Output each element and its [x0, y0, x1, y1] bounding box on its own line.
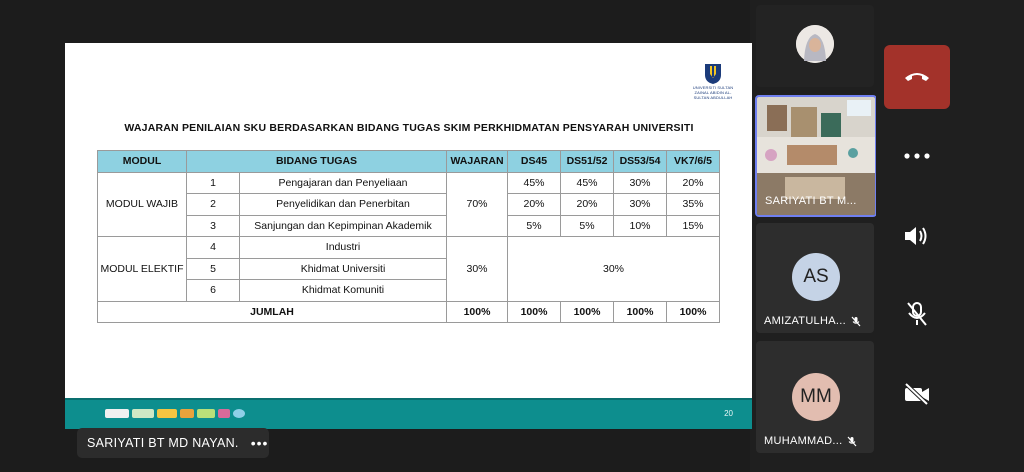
table-row — [98, 194, 720, 216]
slide-footer — [65, 400, 753, 429]
partner-logo — [218, 409, 230, 418]
user-photo — [796, 25, 834, 63]
table-row — [98, 172, 720, 194]
header-ds5354: DS53/54 — [614, 151, 667, 173]
row-number: 4 — [187, 237, 240, 259]
total-ds5354: 100% — [614, 301, 667, 323]
total-ds45: 100% — [508, 301, 561, 323]
task-cell: Khidmat Universiti — [240, 258, 447, 280]
speaker-button[interactable] — [884, 214, 950, 258]
participant-avatar: AS — [792, 253, 840, 301]
elektif-weight-cell: 30% — [447, 237, 508, 302]
task-cell: Pengajaran dan Penyeliaan — [240, 172, 447, 194]
partner-logo — [105, 409, 129, 418]
slide-page-number: 20 — [724, 409, 733, 418]
more-options-button[interactable] — [884, 134, 950, 178]
header-ds45: DS45 — [508, 151, 561, 173]
call-controls — [876, 0, 1024, 472]
ds5152-cell: 20% — [561, 194, 614, 216]
muted-mic-icon — [851, 316, 861, 327]
module-wajib-cell: MODUL WAJIB — [98, 172, 187, 237]
header-wajaran: WAJARAN — [447, 151, 508, 173]
vk-cell: 15% — [667, 215, 720, 237]
hijab-avatar-icon — [796, 25, 834, 63]
participant-avatar: MM — [792, 373, 840, 421]
weightage-table — [97, 150, 720, 323]
table-row — [98, 215, 720, 237]
total-label: JUMLAH — [98, 301, 447, 323]
camera-button[interactable] — [884, 372, 950, 416]
mic-off-icon — [905, 301, 929, 327]
partner-logo — [180, 409, 194, 418]
ds45-cell: 5% — [508, 215, 561, 237]
participant-name: MUHAMMAD... — [764, 435, 843, 447]
university-crest-icon — [703, 63, 723, 85]
partner-logo — [132, 409, 154, 418]
presentation-slide — [65, 43, 753, 429]
header-bidang-tugas: BIDANG TUGAS — [187, 151, 447, 173]
muted-mic-icon — [847, 436, 857, 447]
ds5354-cell: 30% — [614, 194, 667, 216]
total-wajaran: 100% — [447, 301, 508, 323]
wajib-weight-cell: 70% — [447, 172, 508, 237]
leave-call-button[interactable] — [884, 45, 950, 109]
total-vk: 100% — [667, 301, 720, 323]
ds5152-cell: 45% — [561, 172, 614, 194]
participant-tile-sariyati[interactable] — [755, 95, 877, 217]
presenter-name: SARIYATI BT MD NAYAN. — [87, 436, 239, 450]
total-row — [98, 301, 720, 323]
table-header-row — [98, 151, 720, 173]
participant-tile-muhammad[interactable] — [756, 341, 874, 453]
self-tile[interactable] — [756, 5, 874, 87]
header-vk: VK7/6/5 — [667, 151, 720, 173]
footer-partner-logos — [105, 409, 245, 418]
ds5354-cell: 30% — [614, 172, 667, 194]
task-cell: Khidmat Komuniti — [240, 280, 447, 302]
speaker-icon — [903, 225, 931, 247]
partner-logo — [197, 409, 215, 418]
ds5152-cell: 5% — [561, 215, 614, 237]
task-cell: Penyelidikan dan Penerbitan — [240, 194, 447, 216]
task-cell: Industri — [240, 237, 447, 259]
row-number: 6 — [187, 280, 240, 302]
participant-label — [764, 315, 861, 327]
logo-text: UNIVERSITI SULTAN ZAINAL ABIDIN AL-SULTAN ABDULLAH — [692, 85, 734, 100]
ds5354-cell: 10% — [614, 215, 667, 237]
camera-off-icon — [903, 383, 931, 405]
header-modul: MODUL — [98, 151, 187, 173]
more-horizontal-icon — [904, 153, 930, 159]
row-number: 5 — [187, 258, 240, 280]
vk-cell: 35% — [667, 194, 720, 216]
partner-logo — [233, 409, 245, 418]
participants-sidebar — [752, 0, 876, 472]
more-options-icon[interactable]: ••• — [250, 435, 269, 451]
table-row — [98, 237, 720, 259]
row-number: 1 — [187, 172, 240, 194]
participant-label — [764, 435, 857, 447]
presenter-name-tag[interactable] — [77, 428, 269, 458]
task-cell: Sanjungan dan Kepimpinan Akademik — [240, 215, 447, 237]
participant-name: AMIZATULHA... — [764, 315, 846, 327]
microphone-button[interactable] — [884, 292, 950, 336]
university-logo — [687, 63, 739, 100]
total-ds5152: 100% — [561, 301, 614, 323]
ds45-cell: 45% — [508, 172, 561, 194]
hang-up-icon — [904, 71, 930, 83]
participant-tile-amizatulha[interactable] — [756, 223, 874, 333]
ds45-cell: 20% — [508, 194, 561, 216]
vk-cell: 20% — [667, 172, 720, 194]
slide-title: WAJARAN PENILAIAN SKU BERDASARKAN BIDANG TUGAS SKIM PERKHIDMATAN PENSYARAH UNIVERSITI — [124, 122, 694, 134]
row-number: 2 — [187, 194, 240, 216]
elektif-merged-cell: 30% — [508, 237, 720, 302]
row-number: 3 — [187, 215, 240, 237]
module-elektif-cell: MODUL ELEKTIF — [98, 237, 187, 302]
partner-logo — [157, 409, 177, 418]
header-ds5152: DS51/52 — [561, 151, 614, 173]
participant-name: SARIYATI BT M... — [765, 195, 857, 207]
